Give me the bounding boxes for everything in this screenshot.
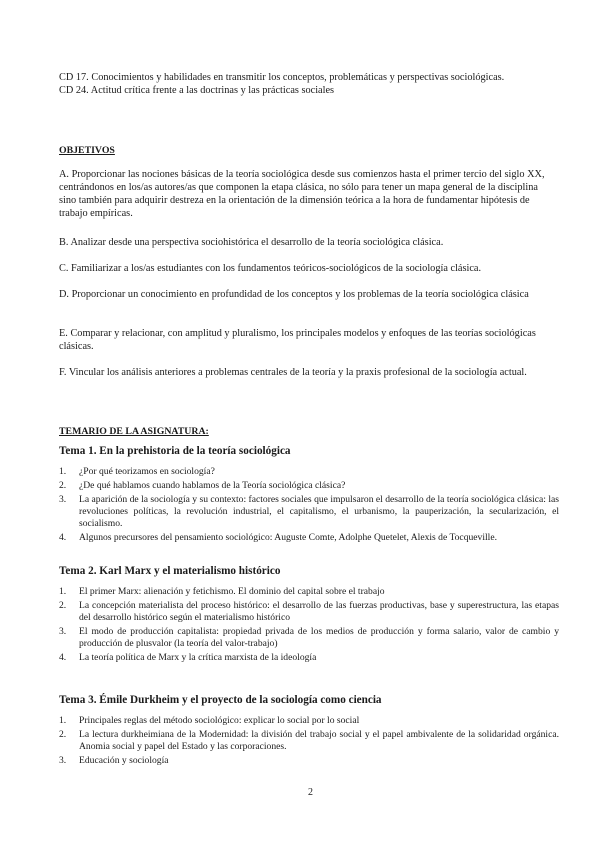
- tema-1-list: [59, 466, 559, 546]
- list-item: 3. Educación y sociología: [59, 755, 169, 766]
- list-item: 1. Principales reglas del método sociológico: explicar lo social por lo social: [59, 715, 360, 726]
- list-item: 2. La lectura durkheimiana de la Modernidad: la división del trabajo social y el papel ambivalente de la solidaridad orgánica. Anomia social y papel del Estado y las corporaciones.: [59, 729, 559, 752]
- list-item: 4. La teoría política de Marx y la crítica marxista de la ideología: [59, 652, 317, 663]
- competencias-block: [59, 71, 549, 97]
- list-item: 1. El primer Marx: alienación y fetichismo. El dominio del capital sobre el trabajo: [59, 586, 385, 597]
- objetivo-a: A. Proporcionar las nociones básicas de la teoría sociológica desde sus comienzos hasta el primer tercio del siglo XX, centrándonos en los/as autores/as que componen la etapa clásica, no sólo para tener un mapa general de la disciplina sino también para adquirir destreza en la orientación de la dimensión teórica a la hora de fundamentar hipótesis de trabajo empíricas.: [59, 169, 545, 219]
- objetivo-f: F. Vincular los análisis anteriores a problemas centrales de la teoría y la praxis profesional de la sociología actual.: [59, 367, 527, 378]
- tema-2-title: Tema 2. Karl Marx y el materialismo histórico: [59, 565, 281, 577]
- tema-2-list: [59, 586, 559, 666]
- page-number: 2: [308, 787, 313, 798]
- list-item: 3. La aparición de la sociología y su contexto: factores sociales que impulsaron el desarrollo de la teoría sociológica clásica: las revoluciones políticas, la revolución industrial, el capitalismo, el urbanismo, la pauperización, la secularización, el socialismo.: [59, 494, 559, 529]
- tema-3-list: [59, 715, 559, 769]
- objetivo-d: D. Proporcionar un conocimiento en profundidad de los conceptos y los problemas de la teoría sociológica clásica: [59, 289, 529, 300]
- list-item: 1. ¿Por qué teorizamos en sociología?: [59, 466, 215, 477]
- objetivo-c: C. Familiarizar a los/as estudiantes con los fundamentos teóricos-sociológicos de la sociología clásica.: [59, 263, 482, 274]
- list-item: 4. Algunos precursores del pensamiento sociológico: Auguste Comte, Adolphe Quetelet, Alexis de Tocqueville.: [59, 532, 497, 543]
- competencia-cd24: CD 24. Actitud crítica frente a las doctrinas y las prácticas sociales: [59, 85, 335, 96]
- list-item: 3. El modo de producción capitalista: propiedad privada de los medios de producción y forma salario, valor de cambio y producción de plusvalor (la teoría del valor-trabajo): [59, 626, 559, 649]
- temario-heading: TEMARIO DE LA ASIGNATURA:: [59, 426, 209, 437]
- objetivo-e: E. Comparar y relacionar, con amplitud y pluralismo, los principales modelos y enfoques de las teorías sociológicas clásicas.: [59, 328, 536, 352]
- objetivos-heading: OBJETIVOS: [59, 145, 115, 156]
- list-item: 2. La concepción materialista del proceso histórico: el desarrollo de las fuerzas productivas, base y superestructura, las etapas del desarrollo histórico según el materialismo histórico: [59, 600, 559, 623]
- list-item: 2. ¿De qué hablamos cuando hablamos de la Teoría sociológica clásica?: [59, 480, 346, 491]
- tema-3-title: Tema 3. Émile Durkheim y el proyecto de la sociología como ciencia: [59, 694, 382, 706]
- tema-1-title: Tema 1. En la prehistoria de la teoría sociológica: [59, 445, 291, 457]
- competencia-cd17: CD 17. Conocimientos y habilidades en transmitir los conceptos, problemáticas y perspectivas sociológicas.: [59, 72, 505, 83]
- objetivo-b: B. Analizar desde una perspectiva sociohistórica el desarrollo de la teoría sociológica clásica.: [59, 237, 444, 248]
